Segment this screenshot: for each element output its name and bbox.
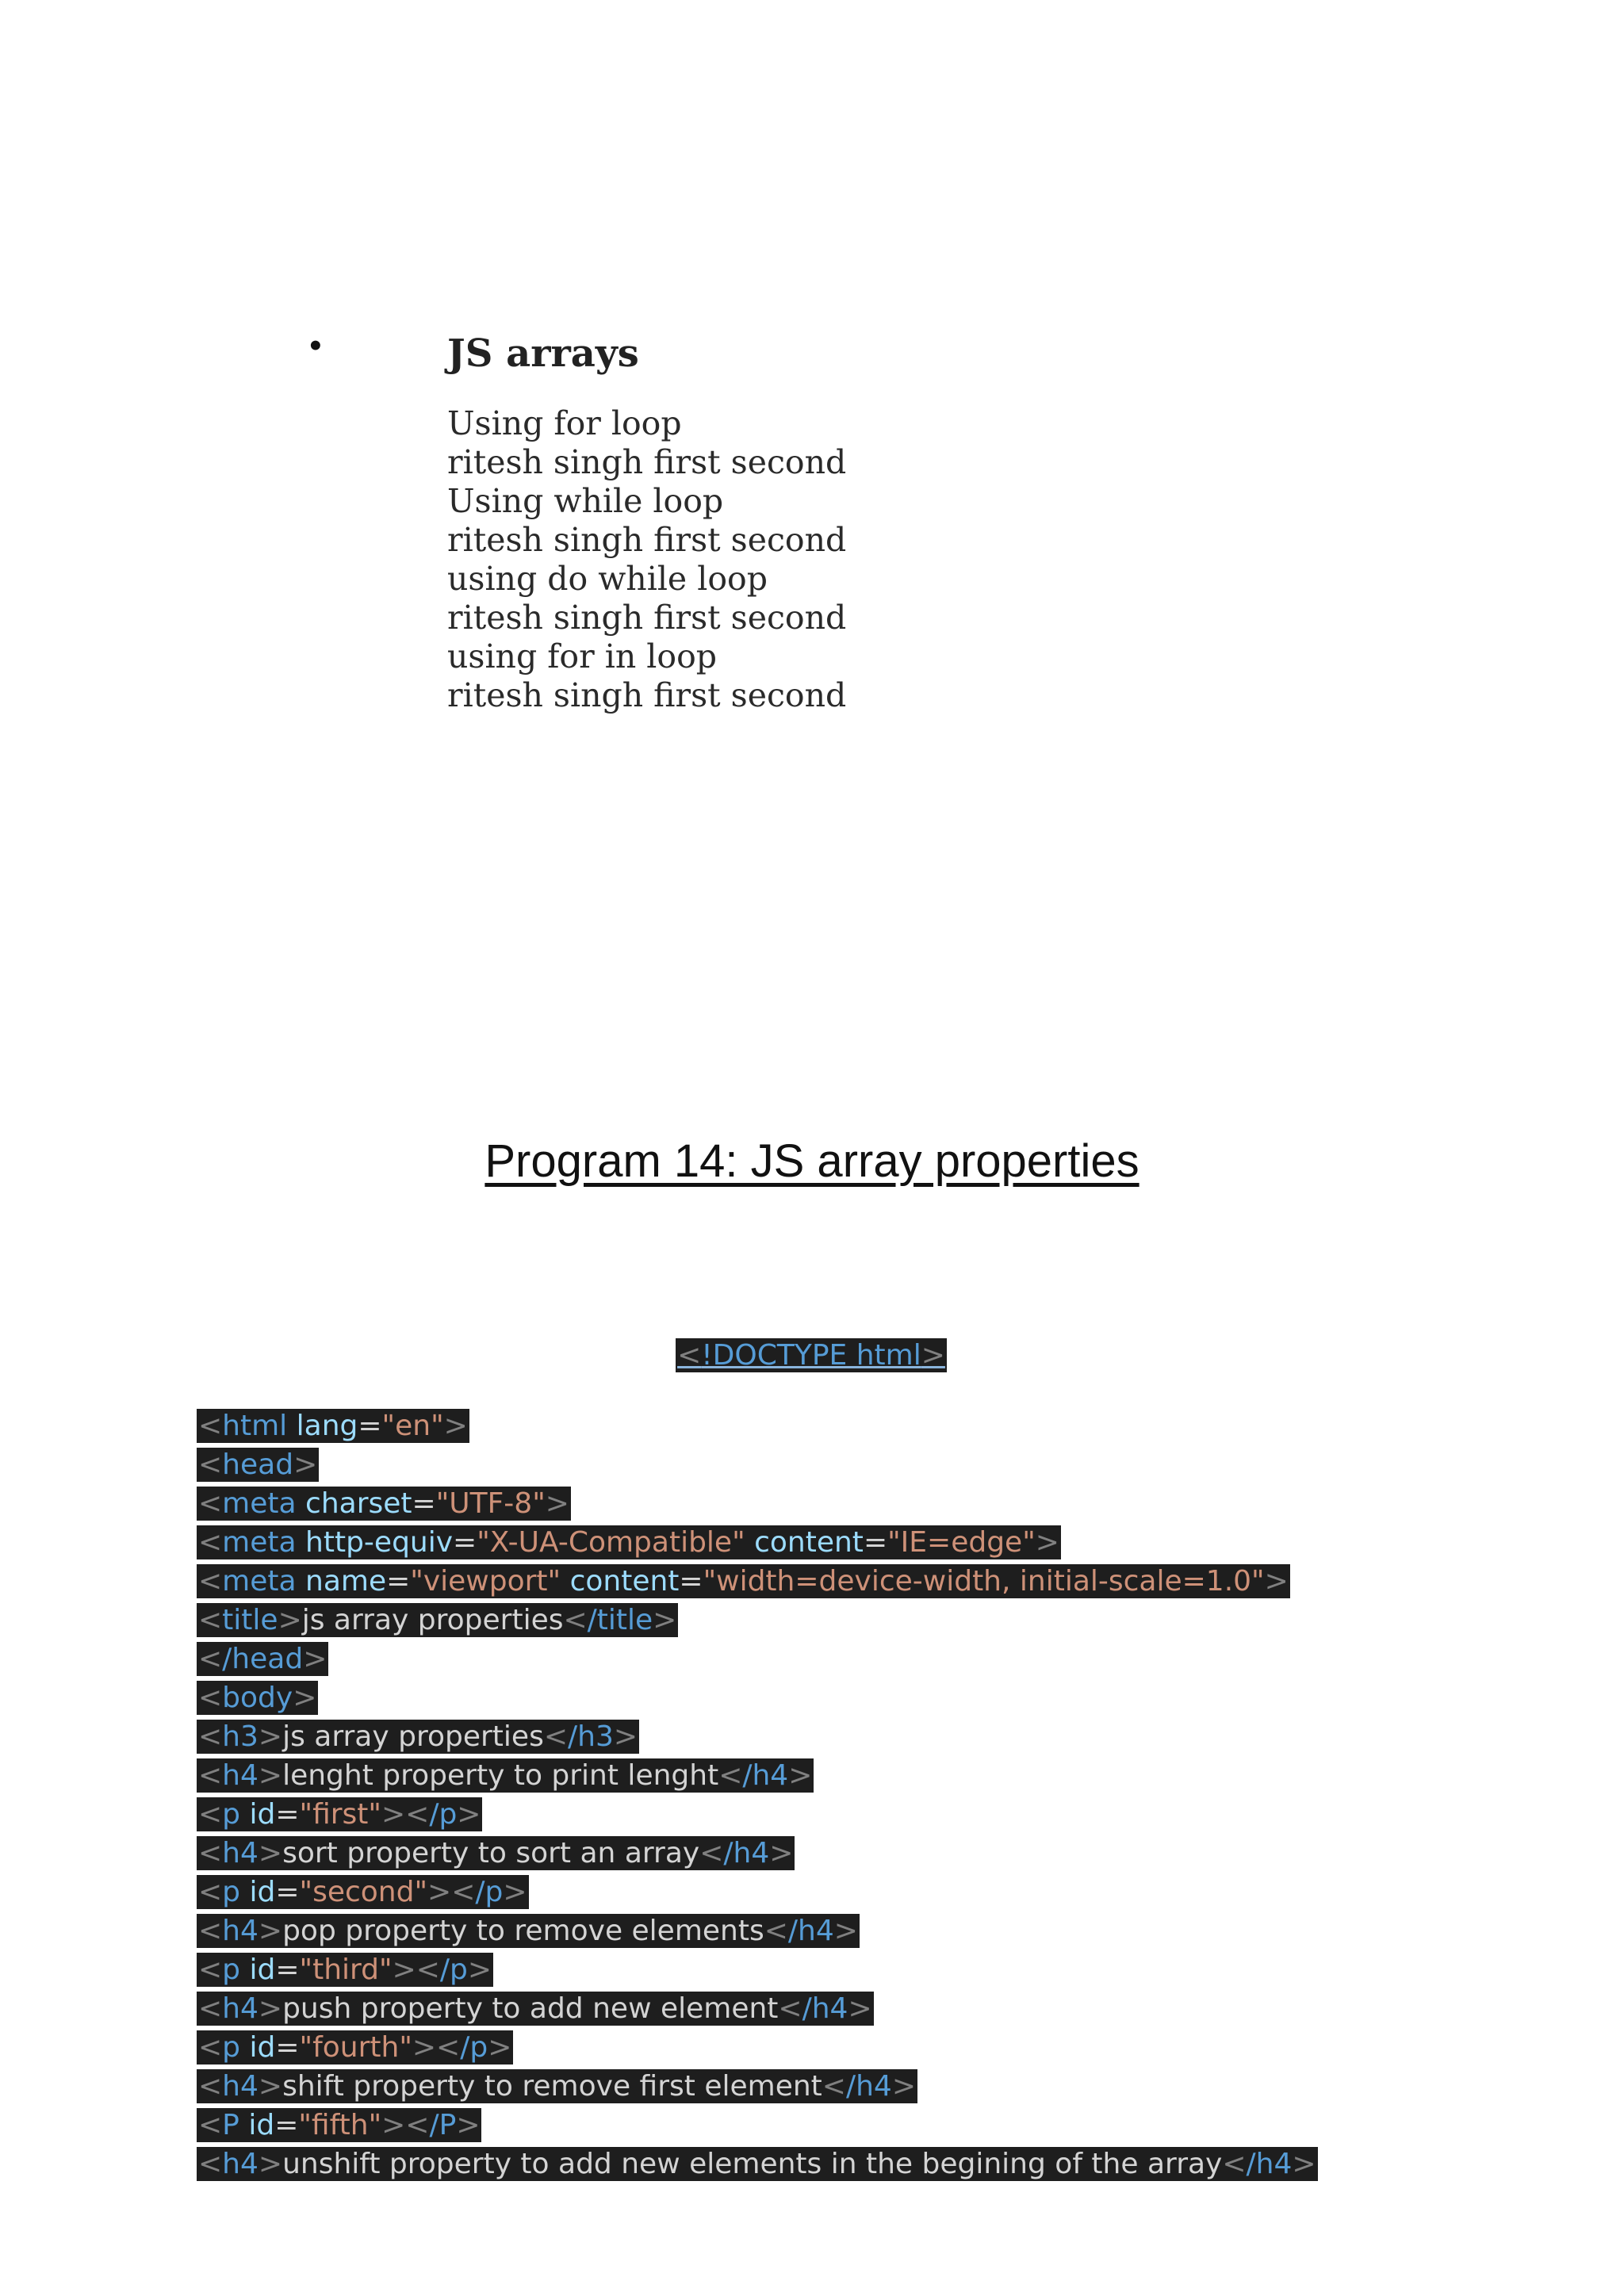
attr-name: id (248, 2109, 275, 2141)
tag-name: html (222, 1410, 288, 1442)
bracket: > (921, 1339, 945, 1372)
code-line-title: <title>js array properties</title> (198, 1604, 677, 1636)
attr-name: id (249, 1798, 276, 1831)
output-line: ritesh singh first second (447, 675, 847, 714)
tag-name: p (222, 1876, 241, 1908)
tag-name: h4 (222, 2148, 259, 2180)
closing-tag-name: /h4 (1246, 2148, 1293, 2180)
code-line-meta-charset: <meta charset="UTF-8"> (198, 1487, 569, 1520)
code-line-h3: <h3>js array properties</h3> (198, 1720, 638, 1753)
bracket: < (677, 1339, 702, 1372)
tag-name: meta (222, 1487, 297, 1520)
element-text: lenght property to print lenght (282, 1759, 719, 1792)
code-line-html-open: <html lang="en"> (198, 1410, 468, 1442)
tag-name: h4 (222, 1915, 259, 1947)
closing-tag-name: /p (460, 2031, 488, 2064)
attr-name: charset (305, 1487, 412, 1520)
element-text: push property to add new element (282, 1992, 779, 2025)
tag-name: h4 (222, 2070, 259, 2103)
tag-name: p (222, 2031, 241, 2064)
code-line-doctype (197, 1336, 1426, 1375)
attr-value: "fourth" (299, 2031, 412, 2064)
closing-tag-name: /h4 (802, 1992, 848, 2025)
attr-name: id (249, 2031, 276, 2064)
output-bullet: • (307, 331, 324, 362)
tag-name: p (222, 1798, 241, 1831)
code-line-meta-viewport: <meta name="viewport" content="width=device-width, initial-scale=1.0"> (198, 1565, 1289, 1598)
tag-name: P (222, 2109, 239, 2141)
code-line-p-second: <p id="second"></p> (198, 1876, 527, 1908)
js-output-preview (447, 331, 1161, 715)
closing-tag-name: /P (429, 2109, 457, 2141)
code-line-p-fourth: <p id="fourth"></p> (198, 2031, 512, 2064)
code-listing (197, 1336, 1608, 2183)
attr-name: http-equiv (305, 1526, 454, 1559)
tag-name: meta (222, 1526, 297, 1559)
element-text: pop property to remove elements (282, 1915, 764, 1947)
tag-name: body (222, 1682, 293, 1714)
attr-name: id (249, 1954, 276, 1986)
attr-value: "X-UA-Compatible" (477, 1526, 745, 1559)
output-line: Using while loop (447, 481, 724, 520)
element-text: js array properties (282, 1720, 544, 1753)
code-line-p-first: <p id="first"></p> (198, 1798, 481, 1831)
element-text: shift property to remove first element (282, 2070, 822, 2103)
output-title: JS arrays (447, 331, 639, 376)
code-line-head-open: <head> (198, 1448, 318, 1481)
closing-tag-name: /head (222, 1643, 304, 1675)
tag-name: h4 (222, 1992, 259, 2025)
tag-name: title (222, 1604, 278, 1636)
closing-tag-name: /p (439, 1954, 468, 1986)
tag-name: h3 (222, 1720, 259, 1753)
attr-value: "UTF-8" (435, 1487, 546, 1520)
closing-tag-name: /h4 (845, 2070, 892, 2103)
attr-name: content (569, 1565, 680, 1598)
closing-tag-name: /h3 (568, 1720, 614, 1753)
closing-tag-name: /h4 (723, 1837, 770, 1869)
tag-name: meta (222, 1565, 297, 1598)
output-line: using for in loop (447, 637, 718, 675)
attr-name: id (249, 1876, 276, 1908)
code-line-h4-length: <h4>lenght property to print lenght</h4> (198, 1759, 813, 1792)
output-lines (447, 404, 1161, 715)
closing-tag-name: /h4 (742, 1759, 789, 1792)
output-line: ritesh singh first second (447, 442, 847, 481)
output-line: Using for loop (447, 404, 682, 442)
tag-name: p (222, 1954, 241, 1986)
code-line-body-open: <body> (198, 1682, 317, 1714)
output-line: using do while loop (447, 559, 768, 598)
tag-name: head (222, 1448, 294, 1481)
code-line-h4-shift: <h4>shift property to remove first element</h4> (198, 2070, 916, 2103)
code-line-h4-pop: <h4>pop property to remove elements</h4> (198, 1915, 858, 1947)
attr-value: "width=device-width, initial-scale=1.0" (703, 1565, 1265, 1598)
output-line: ritesh singh first second (447, 598, 847, 637)
code-line-p-fifth: <P id="fifth"></P> (198, 2109, 481, 2141)
code-line-meta-http-equiv: <meta http-equiv="X-UA-Compatible" content="IE=edge"> (198, 1526, 1059, 1559)
closing-tag-name: /p (429, 1798, 458, 1831)
doctype-tag: !DOCTYPE html (701, 1339, 921, 1372)
attr-name: content (754, 1526, 864, 1559)
element-text: sort property to sort an array (282, 1837, 700, 1869)
output-line: ritesh singh first second (447, 520, 847, 559)
attr-value: "IE=edge" (887, 1526, 1036, 1559)
closing-tag-name: /h4 (787, 1915, 834, 1947)
attr-value: "viewport" (410, 1565, 561, 1598)
closing-tag-name: /p (475, 1876, 504, 1908)
attr-value: "fifth" (298, 2109, 382, 2141)
attr-name: lang (296, 1410, 358, 1442)
tag-name: h4 (222, 1759, 259, 1792)
code-line-p-third: <p id="third"></p> (198, 1954, 492, 1986)
code-line-h4-push: <h4>push property to add new element</h4> (198, 1992, 872, 2025)
attr-name: name (305, 1565, 387, 1598)
closing-tag-name: /title (587, 1604, 653, 1636)
attr-value: "en" (381, 1410, 444, 1442)
element-text: unshift property to add new elements in the begining of the array (282, 2148, 1223, 2180)
attr-value: "second" (299, 1876, 428, 1908)
attr-value: "first" (299, 1798, 381, 1831)
code-line-head-close: </head> (198, 1643, 327, 1675)
program-heading: Program 14: JS array properties (485, 1135, 1139, 1187)
attr-value: "third" (299, 1954, 393, 1986)
code-line-h4-unshift: <h4>unshift property to add new elements in the begining of the array</h4> (198, 2148, 1316, 2180)
code-line-h4-sort: <h4>sort property to sort an array</h4> (198, 1837, 794, 1869)
tag-name: h4 (222, 1837, 259, 1869)
element-text: js array properties (301, 1604, 564, 1636)
